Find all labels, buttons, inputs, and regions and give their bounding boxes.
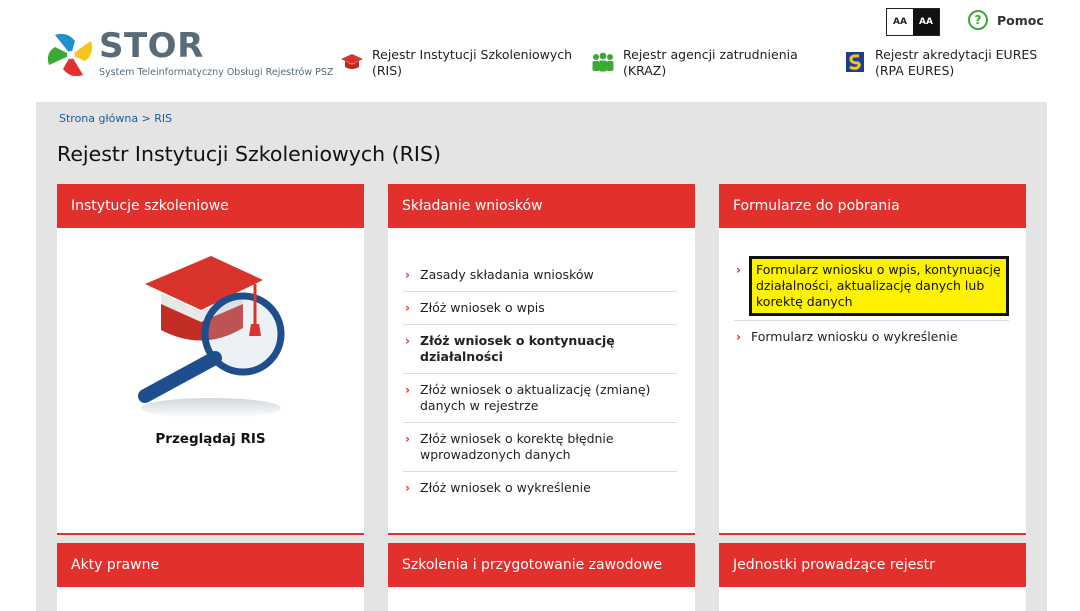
breadcrumb-separator: > (138, 112, 155, 125)
breadcrumb-home-link[interactable]: Strona główna (59, 112, 139, 125)
help-link[interactable] (968, 10, 1044, 30)
forms-list (734, 256, 1009, 353)
eures-icon (843, 50, 867, 74)
help-label: Pomoc (997, 12, 1044, 28)
card-applications (388, 184, 695, 535)
card-training[interactable] (388, 543, 695, 611)
application-link-entry[interactable] (403, 292, 677, 325)
breadcrumb-current[interactable]: RIS (154, 112, 173, 125)
nav-link-ris[interactable] (340, 47, 572, 79)
form-link-removal[interactable] (734, 320, 1009, 353)
nav-link-eures-line2: (RPA EURES) (875, 63, 955, 78)
browse-ris-link[interactable]: Przeglądaj RIS (155, 431, 266, 447)
stor-logo-icon (45, 29, 97, 81)
card-applications-title: Składanie wniosków (388, 184, 695, 228)
main-content (36, 102, 1047, 611)
application-link-continuation[interactable] (403, 325, 677, 374)
nav-link-eures[interactable] (843, 47, 1037, 79)
card-forms-title: Formularze do pobrania (719, 184, 1026, 228)
chevron-right-icon: › (405, 268, 410, 282)
card-units[interactable] (719, 543, 1026, 611)
application-link-rules[interactable] (403, 259, 677, 292)
card-institutions (57, 184, 364, 535)
card-legal[interactable] (57, 543, 364, 611)
application-link-removal[interactable] (403, 472, 677, 504)
list-item-label: Formularz wniosku o wykreślenie (751, 329, 958, 344)
logo-title: STOR (99, 26, 204, 66)
chevron-right-icon: › (405, 432, 410, 446)
list-item-label: Złóż wniosek o aktualizację (zmianę) danych w rejestrze (420, 382, 651, 413)
breadcrumb (59, 112, 172, 125)
magnifier-graduation-cap-icon[interactable] (131, 254, 291, 419)
list-item-label: Złóż wniosek o kontynuację działalności (420, 333, 615, 364)
card-bottom-border (388, 533, 695, 535)
contrast-normal-button[interactable]: AA (887, 9, 913, 35)
chevron-right-icon: › (736, 263, 741, 277)
card-forms (719, 184, 1026, 535)
chevron-right-icon: › (405, 383, 410, 397)
chevron-right-icon: › (405, 334, 410, 348)
nav-link-ris-line2: (RIS) (372, 63, 403, 78)
stor-logo[interactable] (45, 27, 345, 83)
card-legal-title: Akty prawne (57, 543, 364, 587)
page-title: Rejestr Instytucji Szkoleniowych (RIS) (57, 142, 441, 166)
contrast-high-button[interactable]: AA (913, 9, 939, 35)
card-bottom-border (719, 533, 1026, 535)
nav-link-kraz-line2: (KRAZ) (623, 63, 667, 78)
list-item-label: Zasady składania wniosków (420, 267, 594, 282)
card-institutions-title: Instytucje szkoleniowe (57, 184, 364, 228)
logo-subtitle: System Teleinformatyczny Obsługi Rejestrów PSZ (99, 67, 334, 78)
chevron-right-icon: › (405, 481, 410, 495)
application-link-update[interactable] (403, 374, 677, 423)
card-units-title: Jednostki prowadzące rejestr (719, 543, 1026, 587)
site-header (0, 0, 1080, 100)
people-icon (591, 50, 615, 74)
graduation-cap-icon (340, 50, 364, 74)
highlighted-form-label: Formularz wniosku o wpis, kontynuację działalności, aktualizację danych lub korektę danych (749, 256, 1009, 316)
nav-link-kraz-line1: Rejestr agencji zatrudnienia (623, 47, 798, 62)
list-item-label: Złóż wniosek o wpis (420, 300, 545, 315)
help-icon: ? (968, 10, 988, 30)
contrast-switch (886, 8, 940, 36)
card-training-title: Szkolenia i przygotowanie zawodowe (388, 543, 695, 587)
form-link-entry[interactable] (734, 256, 1009, 316)
list-item-label: Złóż wniosek o korektę błędnie wprowadzonych danych (420, 431, 614, 462)
chevron-right-icon: › (736, 330, 741, 344)
list-item-label: Złóż wniosek o wykreślenie (420, 480, 591, 495)
nav-link-ris-line1: Rejestr Instytucji Szkoleniowych (372, 47, 573, 62)
application-link-correction[interactable] (403, 423, 677, 472)
chevron-right-icon: › (405, 301, 410, 315)
card-bottom-border (57, 533, 364, 535)
nav-link-kraz[interactable] (591, 47, 798, 79)
nav-link-eures-line1: Rejestr akredytacji EURES (875, 47, 1038, 62)
applications-list (403, 259, 677, 504)
